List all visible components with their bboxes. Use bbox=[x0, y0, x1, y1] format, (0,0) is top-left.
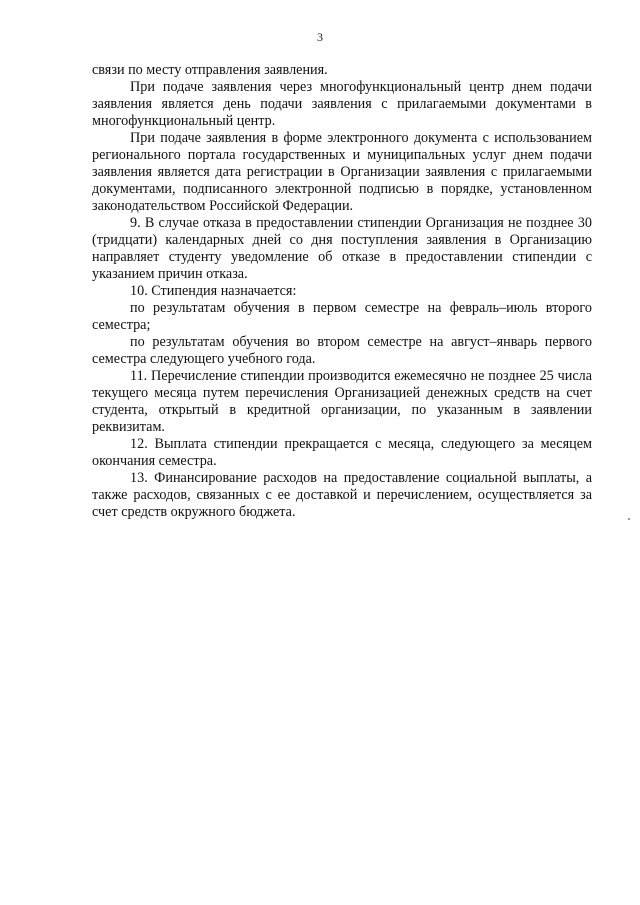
paragraph-12-termination: 12. Выплата стипендии прекращается с месяца, следующего за месяцем окончания семестра. bbox=[92, 436, 592, 469]
paragraph-11-transfer: 11. Перечисление стипендии производится ежемесячно не позднее 25 числа текущего месяца путем перечисления Организацией денежных средств на счет студента, открытый в кредитной организации, по указанным в заявлении реквизитам. bbox=[92, 368, 592, 435]
paragraph-13-financing: 13. Финансирование расходов на предоставление социальной выплаты, а также расходов, связанных с ее доставкой и перечислением, осуществляется за счет средств окружного бюджета. bbox=[92, 470, 592, 520]
paragraph-10-second-semester: по результатам обучения во втором семестре на август–январь первого семестра следующего учебного года. bbox=[92, 334, 592, 367]
paragraph-10-assignment: 10. Стипендия назначается: bbox=[130, 283, 297, 299]
paragraph-continuation: связи по месту отправления заявления. bbox=[92, 62, 328, 78]
paragraph-mfc-submission: При подаче заявления через многофункциональный центр днем подачи заявления является день подачи заявления с прилагаемыми документами в многофункциональный центр. bbox=[92, 79, 592, 129]
paragraph-10-first-semester: по результатам обучения в первом семестре на февраль–июль второго семестра; bbox=[92, 300, 592, 333]
page-number: 3 bbox=[317, 30, 323, 44]
paragraph-electronic-submission: При подаче заявления в форме электронного документа с использованием регионального портала государственных и муниципальных услуг днем подачи заявления является дата регистрации в Организации заявления с прилагаемыми документами, подписанного электронной подписью в порядке, установленном законодательством Российской Федерации. bbox=[92, 130, 592, 214]
document-body bbox=[92, 62, 592, 521]
paragraph-9-refusal: 9. В случае отказа в предоставлении стипендии Организация не позднее 30 (тридцати) календарных дней со дня поступления заявления в Организацию направляет студенту уведомление об отказе в предоставлении стипендии с указанием причин отказа. bbox=[92, 215, 592, 282]
scan-mark bbox=[628, 518, 630, 520]
